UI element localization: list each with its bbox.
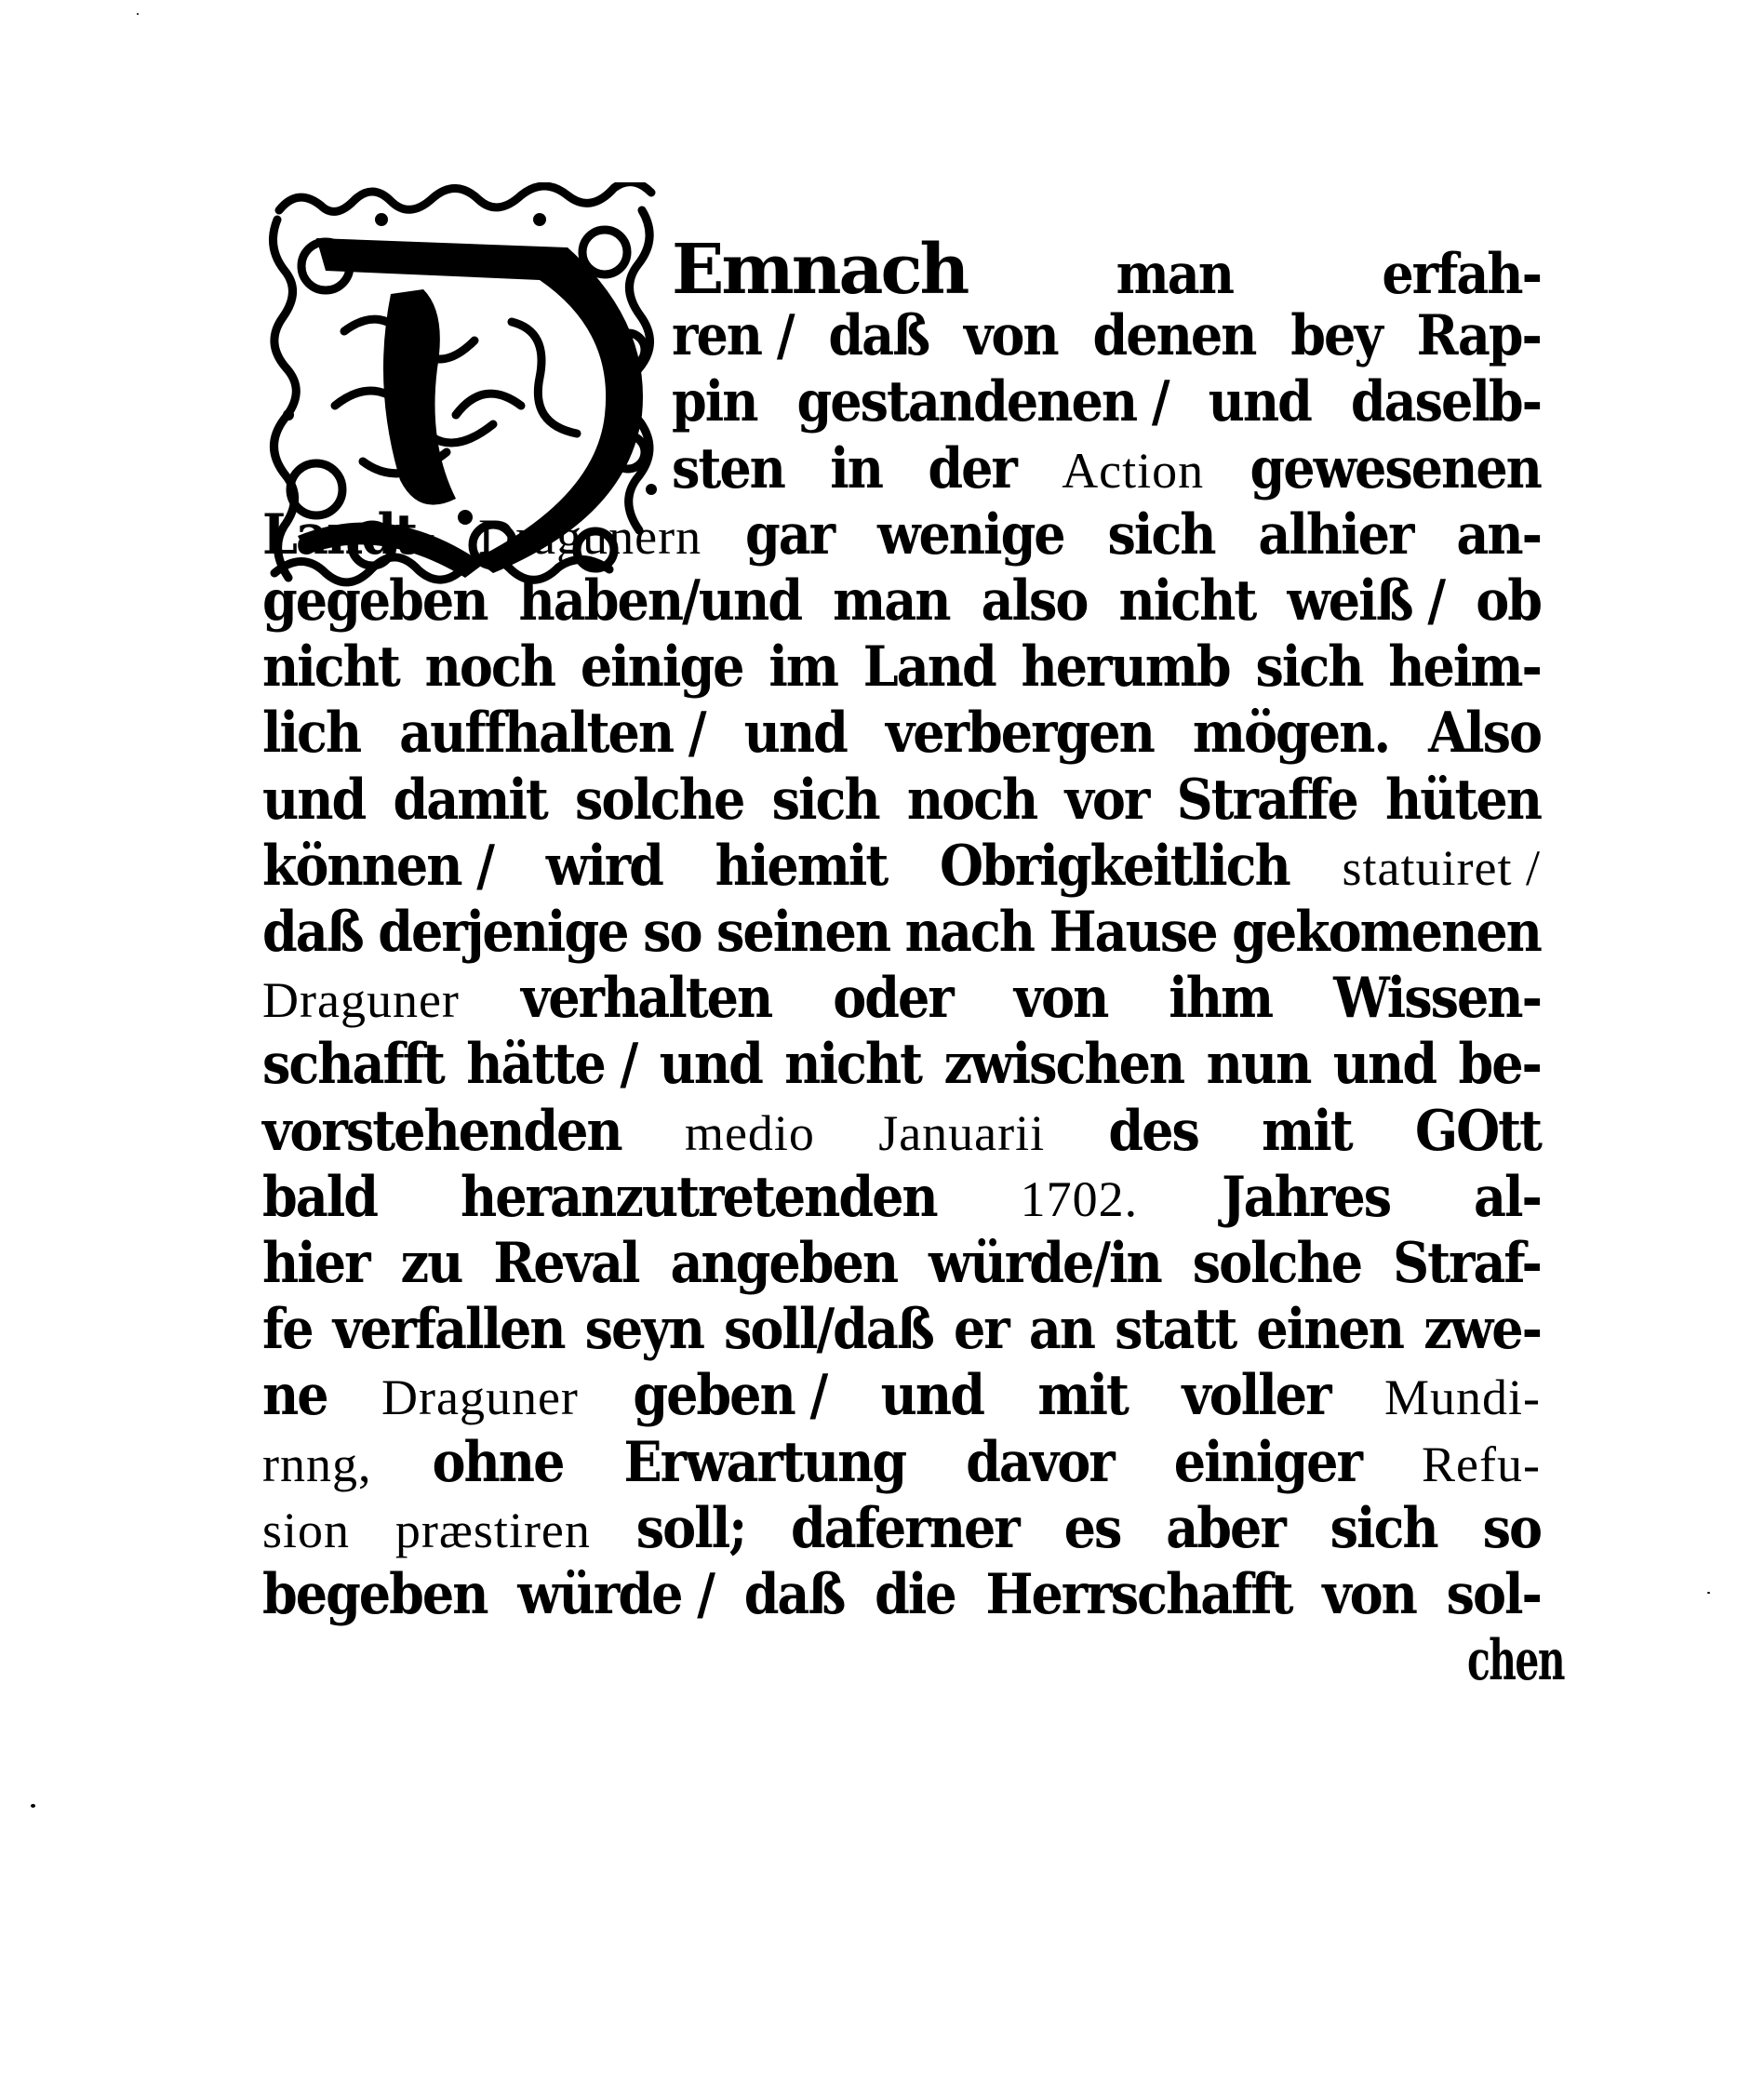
fraktur-word: damit [393, 767, 547, 833]
antiqua-word: Januarii [878, 1104, 1046, 1161]
fraktur-word: gegeben [262, 568, 488, 634]
text-line [262, 1231, 1541, 1297]
antiqua-word: sion [262, 1502, 351, 1558]
text-line [262, 1562, 1541, 1628]
fraktur-word: und [1332, 1032, 1437, 1098]
fraktur-word: Also [1428, 701, 1541, 767]
antiqua-word: 1702. [1020, 1170, 1139, 1227]
fraktur-word: sol- [1446, 1562, 1541, 1627]
fraktur-word: mit [1262, 1098, 1352, 1164]
fraktur-word: zu [400, 1231, 462, 1296]
fraktur-word: nun [1206, 1032, 1311, 1098]
fraktur-word: Obrigkeitlich [940, 833, 1290, 899]
fraktur-word: weiß / [1287, 568, 1445, 634]
fraktur-word: gekomenen [1232, 900, 1541, 965]
fraktur-word: so [1482, 1495, 1541, 1561]
fraktur-word: daß [828, 303, 929, 369]
fraktur-word: mit [1037, 1363, 1128, 1429]
text-line [262, 1032, 1541, 1098]
fraktur-word: er [953, 1297, 1009, 1363]
fraktur-word: ob [1476, 568, 1541, 634]
fraktur-word: lich [262, 701, 361, 767]
fraktur-word: so [643, 900, 702, 965]
fraktur-word: denen [1092, 303, 1256, 369]
fraktur-word: an [1028, 1297, 1095, 1363]
fraktur-word: voller [1182, 1363, 1330, 1429]
fraktur-word: Hause [1049, 900, 1217, 965]
fraktur-word: wenige [877, 501, 1064, 568]
fraktur-word: erfah- [1382, 242, 1541, 307]
catchword-text: chen [1467, 1628, 1565, 1694]
antiqua-word: Mundi- [1383, 1369, 1541, 1426]
fraktur-word: man [1116, 242, 1234, 307]
fraktur-word: be- [1458, 1032, 1541, 1098]
fraktur-word: Jahres [1222, 1164, 1391, 1230]
fraktur-word: aber [1166, 1495, 1285, 1561]
fraktur-word: in [830, 435, 882, 501]
fraktur-word: sten [672, 435, 784, 501]
text-line [672, 230, 1541, 310]
fraktur-word: seyn [584, 1297, 703, 1363]
antiqua-word: statuiret / [1342, 839, 1541, 896]
fraktur-word: oder [833, 966, 953, 1032]
fraktur-word: nicht [784, 1032, 922, 1098]
fraktur-word: sich [1255, 635, 1363, 701]
fraktur-word: herumb [1021, 635, 1230, 701]
fraktur-word: derjenige [378, 900, 628, 965]
fraktur-word: nach [904, 900, 1035, 965]
fraktur-word: zwe- [1423, 1297, 1541, 1363]
fraktur-word: einiger [1173, 1429, 1361, 1495]
fraktur-word: gar [744, 501, 835, 568]
fraktur-word: noch [424, 635, 555, 701]
fraktur-word: geben / [633, 1363, 827, 1429]
fraktur-word: und [743, 701, 847, 767]
fraktur-word: Straffe [1176, 767, 1357, 833]
text-line [262, 1496, 1541, 1562]
fraktur-word: gewesenen [1250, 435, 1541, 501]
text-line [262, 1099, 1541, 1165]
fraktur-word: verbergen [885, 701, 1154, 767]
fraktur-word: und [880, 1363, 983, 1429]
fraktur-word: einen [1256, 1297, 1404, 1363]
fraktur-word: es [1063, 1495, 1121, 1561]
text-line [262, 966, 1541, 1032]
fraktur-word: Herrschafft [985, 1562, 1292, 1627]
fraktur-word: Wissen- [1333, 966, 1541, 1032]
antiqua-word: rnng, [262, 1436, 372, 1492]
print-speck [31, 1804, 35, 1808]
fraktur-word: von [1322, 1562, 1416, 1627]
text-line [262, 1363, 1541, 1429]
text-line [262, 1297, 1541, 1363]
fraktur-word: Land [862, 635, 996, 701]
fraktur-word: solche [1192, 1231, 1362, 1296]
fraktur-word: GOtt [1414, 1098, 1541, 1164]
fraktur-word: man [833, 568, 950, 634]
fraktur-word: daß [743, 1562, 845, 1627]
print-speck [1707, 1592, 1710, 1594]
fraktur-word: ren / [672, 303, 794, 369]
fraktur-word: heim- [1388, 635, 1541, 701]
fraktur-word: hier [262, 1231, 369, 1296]
fraktur-word: Landt- [262, 501, 435, 568]
fraktur-word: pin [672, 369, 757, 435]
antiqua-word: Dragunern [478, 508, 702, 565]
fraktur-word: noch [906, 767, 1037, 833]
fraktur-word: nicht [262, 635, 399, 701]
antiqua-word: Refu- [1422, 1436, 1541, 1492]
fraktur-word: würde / [517, 1562, 714, 1627]
text-line [672, 436, 1541, 502]
fraktur-word: vor [1064, 767, 1149, 833]
catchword [1444, 1628, 1565, 1694]
fraktur-word: Straf- [1393, 1231, 1541, 1296]
fraktur-word: vorstehenden [262, 1098, 621, 1164]
fraktur-word: ohne [432, 1429, 564, 1495]
fraktur-word: davor [966, 1429, 1114, 1495]
text-line [262, 502, 1541, 568]
fraktur-word: daferner [791, 1495, 1019, 1561]
fraktur-word: können / [262, 833, 494, 899]
text-line [262, 834, 1541, 900]
fraktur-word: alhier [1258, 501, 1413, 568]
antiqua-word: præstiren [394, 1502, 591, 1558]
antiqua-word: Draguner [381, 1369, 579, 1426]
fraktur-word: einige [580, 635, 743, 701]
fraktur-word: wird [545, 833, 662, 899]
antiqua-word: Draguner [262, 972, 460, 1029]
fraktur-word: sich [1107, 501, 1215, 568]
print-speck [137, 13, 139, 15]
fraktur-word: und [659, 1032, 762, 1098]
fraktur-word: al- [1474, 1164, 1541, 1230]
fraktur-word: von [1013, 966, 1108, 1032]
fraktur-word: sich [1330, 1495, 1437, 1561]
fraktur-word: zwischen [943, 1032, 1184, 1098]
fraktur-word: haben/und [518, 568, 802, 634]
fraktur-word: die [875, 1562, 956, 1627]
text-line [262, 900, 1541, 966]
fraktur-word: soll/daß [724, 1297, 933, 1363]
fraktur-word: sich [771, 767, 879, 833]
fraktur-word: und [1208, 369, 1311, 435]
fraktur-word: bey [1290, 303, 1382, 369]
fraktur-word: hüten [1384, 767, 1541, 833]
text-line [262, 568, 1541, 635]
text-line [262, 1165, 1541, 1231]
fraktur-word: ihm [1169, 966, 1273, 1032]
antiqua-word: medio [684, 1104, 815, 1161]
text-line [672, 303, 1541, 369]
fraktur-word: und [262, 767, 366, 833]
fraktur-word: hiemit [715, 833, 888, 899]
fraktur-word: soll; [635, 1495, 746, 1561]
fraktur-word: Emnach [672, 230, 968, 310]
fraktur-word: hätte / [466, 1032, 637, 1098]
text-line [672, 369, 1541, 435]
fraktur-word: des [1108, 1098, 1198, 1164]
fraktur-word: Rap- [1416, 303, 1541, 369]
fraktur-word: heranzutretenden [460, 1164, 937, 1230]
text-line [262, 1430, 1541, 1496]
fraktur-word: also [981, 568, 1088, 634]
text-line [262, 701, 1541, 767]
text-line [262, 635, 1541, 701]
fraktur-word: im [768, 635, 837, 701]
fraktur-word: Erwartung [623, 1429, 906, 1495]
fraktur-word: bald [262, 1164, 377, 1230]
fraktur-word: schafft [262, 1032, 444, 1098]
fraktur-word: der [928, 435, 1016, 501]
fraktur-word: gestandenen / [796, 369, 1169, 435]
fraktur-word: begeben [262, 1562, 488, 1627]
fraktur-word: solche [575, 767, 744, 833]
antiqua-word: Action [1062, 442, 1205, 499]
fraktur-word: statt [1115, 1297, 1236, 1363]
fraktur-word: daselb- [1350, 369, 1541, 435]
fraktur-word: verhalten [520, 966, 772, 1032]
fraktur-word: nicht [1118, 568, 1256, 634]
fraktur-word: mögen. [1192, 701, 1390, 767]
fraktur-word: ne [262, 1363, 327, 1429]
fraktur-word: fe [262, 1297, 313, 1363]
text-line [262, 768, 1541, 834]
fraktur-word: angeben [670, 1231, 898, 1296]
fraktur-word: Reval [493, 1231, 639, 1296]
fraktur-word: daß [262, 900, 363, 965]
fraktur-word: auffhalten / [399, 701, 705, 767]
fraktur-word: verfallen [332, 1297, 565, 1363]
fraktur-word: seinen [716, 900, 890, 965]
fraktur-word: würde/in [929, 1231, 1161, 1296]
fraktur-word: von [964, 303, 1058, 369]
fraktur-word: an- [1456, 501, 1541, 568]
